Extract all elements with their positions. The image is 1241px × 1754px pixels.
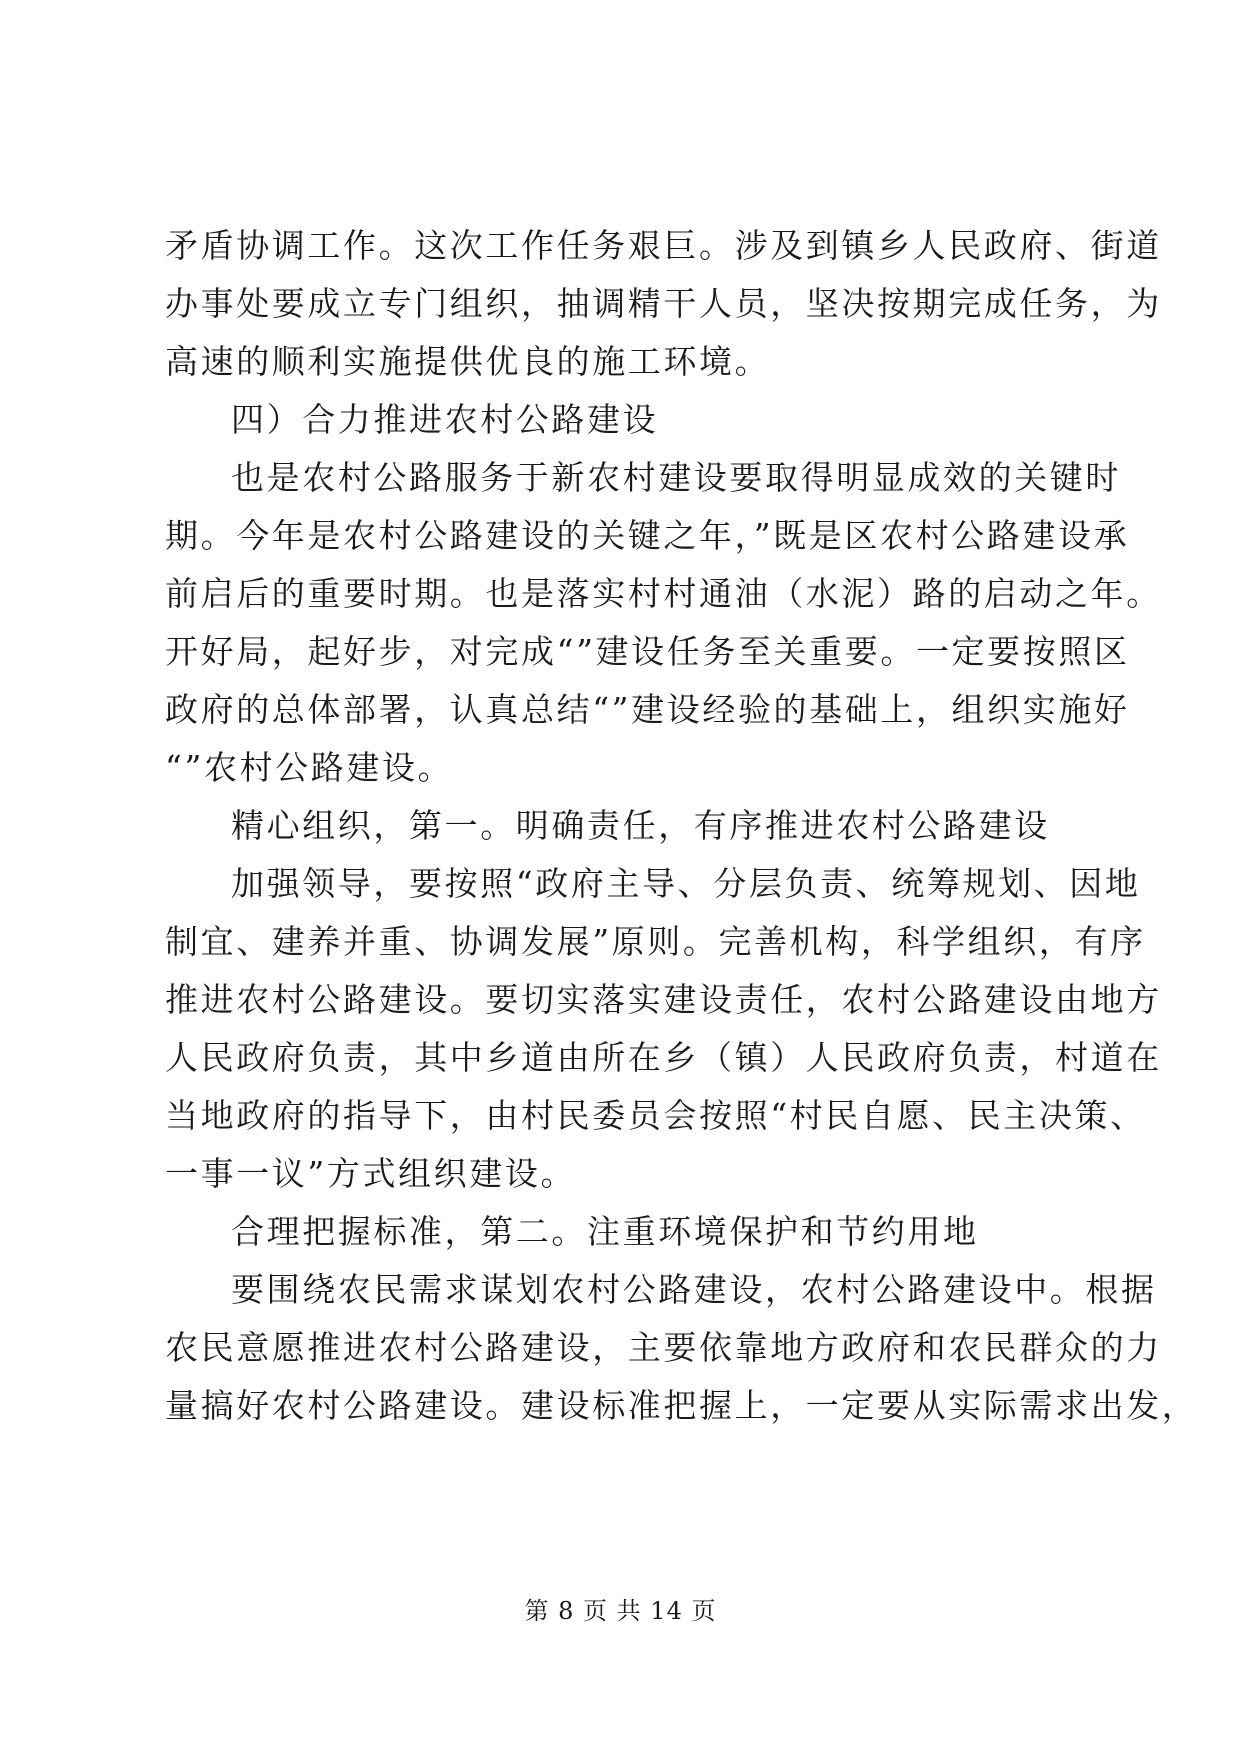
- text-line: 农民意愿推进农村公路建设，主要依靠地方政府和农民群众的力: [165, 1328, 1162, 1367]
- text-line: 政府的总体部署，认真总结“”建设经验的基础上，组织实施好: [165, 690, 1130, 729]
- text-line: “”农村公路建设。: [165, 748, 454, 787]
- text-line: 制宜、建养并重、协调发展”原则。完善机构，科学组织，有序: [165, 922, 1146, 961]
- text-line: 加强领导，要按照“政府主导、分层负责、统筹规划、因地: [231, 864, 1141, 903]
- text-line: 开好局，起好步，对完成“”建设任务至关重要。一定要按照区: [165, 632, 1130, 671]
- section-heading: 精心组织，第一。明确责任，有序推进农村公路建设: [231, 806, 1050, 845]
- section-heading: 合理把握标准，第二。注重环境保护和节约用地: [231, 1212, 979, 1251]
- text-line: 期。今年是农村公路建设的关键之年，”既是区农村公路建设承: [165, 516, 1130, 555]
- text-line: 量搞好农村公路建设。建设标准把握上，一定要从实际需求出发，: [165, 1386, 1198, 1425]
- text-line: 人民政府负责，其中乡道由所在乡（镇）人民政府负责，村道在: [165, 1038, 1162, 1077]
- page-number-footer: 第 8 页 共 14 页: [524, 1597, 717, 1625]
- text-line: 办事处要成立专门组织，抽调精干人员，坚决按期完成任务，为: [165, 284, 1162, 323]
- section-heading: 四）合力推进农村公路建设: [231, 400, 659, 439]
- text-line: 矛盾协调工作。这次工作任务艰巨。涉及到镇乡人民政府、街道: [165, 226, 1162, 265]
- text-line: 一事一议”方式组织建设。: [165, 1154, 577, 1193]
- text-line: 要围绕农民需求谋划农村公路建设，农村公路建设中。根据: [231, 1270, 1157, 1309]
- text-line: 高速的顺利实施提供优良的施工环境。: [165, 342, 771, 381]
- text-line: 前启后的重要时期。也是落实村村通油（水泥）路的启动之年。: [165, 574, 1162, 613]
- text-line: 推进农村公路建设。要切实落实建设责任，农村公路建设由地方: [165, 980, 1162, 1019]
- text-line: 也是农村公路服务于新农村建设要取得明显成效的关键时: [231, 458, 1121, 497]
- text-line: 当地政府的指导下，由村民委员会按照“村民自愿、民主决策、: [165, 1096, 1146, 1135]
